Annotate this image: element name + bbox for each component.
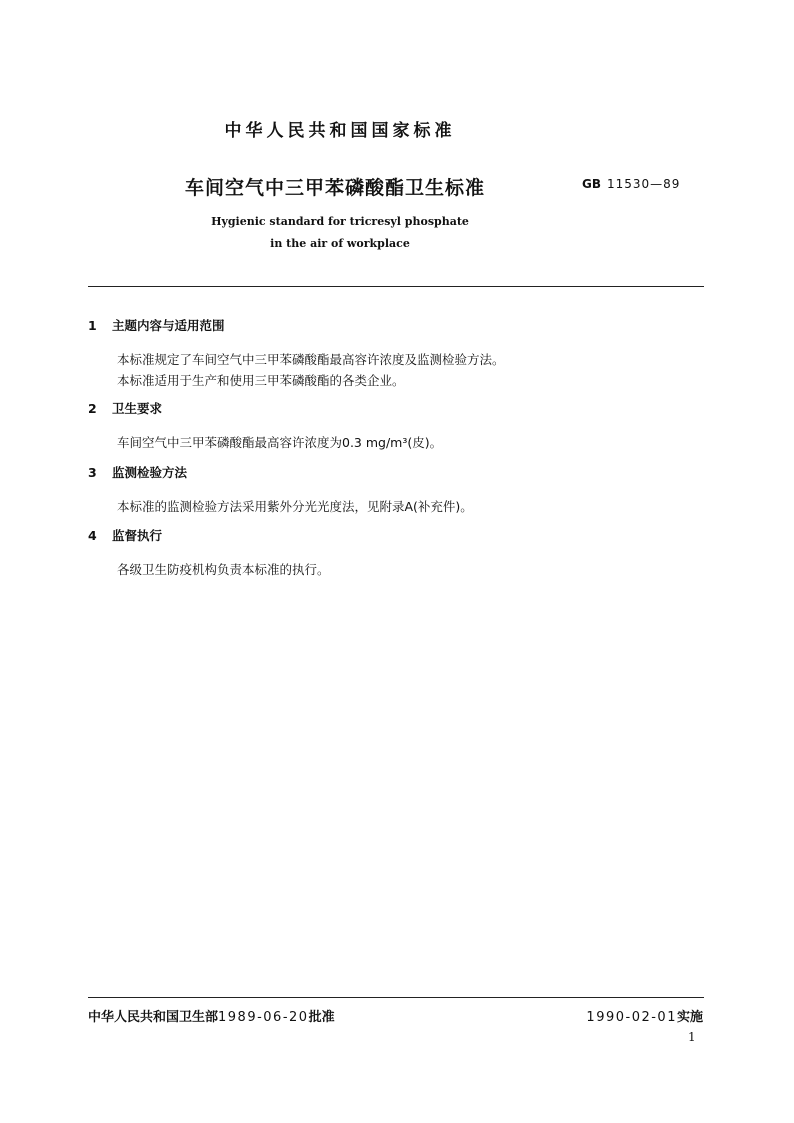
paragraph: 本标准适用于生产和使用三甲苯磷酸酯的各类企业。 <box>117 373 405 388</box>
section-heading <box>88 399 704 417</box>
section-body <box>117 432 704 453</box>
effective-label: 实施 <box>676 1010 703 1025</box>
document-title-en-line2: in the air of workplace <box>270 237 410 250</box>
paragraph: 本标准的监测检验方法采用紫外分光光度法，见附录A(补充件)。 <box>117 499 473 514</box>
section-heading <box>88 316 704 334</box>
paragraph: 本标准规定了车间空气中三甲苯磷酸酯最高容许浓度及监测检验方法。 <box>117 352 505 367</box>
effective-info <box>586 1006 703 1025</box>
document-title-en-line1: Hygienic standard for tricresyl phosphate <box>211 215 469 228</box>
section-body <box>117 559 704 580</box>
paragraph: 车间空气中三甲苯磷酸酯最高容许浓度为0.3 mg/m³(皮)。 <box>117 435 443 450</box>
section-scope <box>88 316 704 391</box>
header-divider <box>88 286 704 287</box>
section-supervision <box>88 526 704 580</box>
section-heading <box>88 463 704 481</box>
country-standard-heading: 中华人民共和国国家标准 <box>224 121 456 141</box>
section-number: 4 <box>88 528 97 543</box>
section-heading <box>88 526 704 544</box>
standard-code-number: 11530—89 <box>607 177 681 191</box>
section-number: 1 <box>88 318 97 333</box>
section-number: 2 <box>88 401 97 416</box>
document-title-cn: 车间空气中三甲苯磷酸酯卫生标准 <box>184 177 485 199</box>
section-title: 监督执行 <box>112 528 163 543</box>
approval-date: 1989-06-20 <box>218 1010 309 1025</box>
standard-code <box>582 177 680 191</box>
section-hygiene-requirements <box>88 399 704 453</box>
section-title: 监测检验方法 <box>112 465 188 480</box>
issuer: 中华人民共和国卫生部 <box>88 1010 219 1025</box>
section-title: 主题内容与适用范围 <box>112 318 225 333</box>
section-body <box>117 349 704 391</box>
approval-label: 批准 <box>308 1010 335 1025</box>
section-number: 3 <box>88 465 97 480</box>
footer-divider <box>88 997 704 998</box>
section-title: 卫生要求 <box>112 401 163 416</box>
paragraph: 各级卫生防疫机构负责本标准的执行。 <box>117 562 330 577</box>
standard-code-prefix: GB <box>582 177 601 191</box>
effective-date: 1990-02-01 <box>586 1010 677 1025</box>
section-body <box>117 496 704 517</box>
page-number: 1 <box>688 1030 696 1044</box>
approval-info <box>88 1006 335 1025</box>
section-test-methods <box>88 463 704 517</box>
